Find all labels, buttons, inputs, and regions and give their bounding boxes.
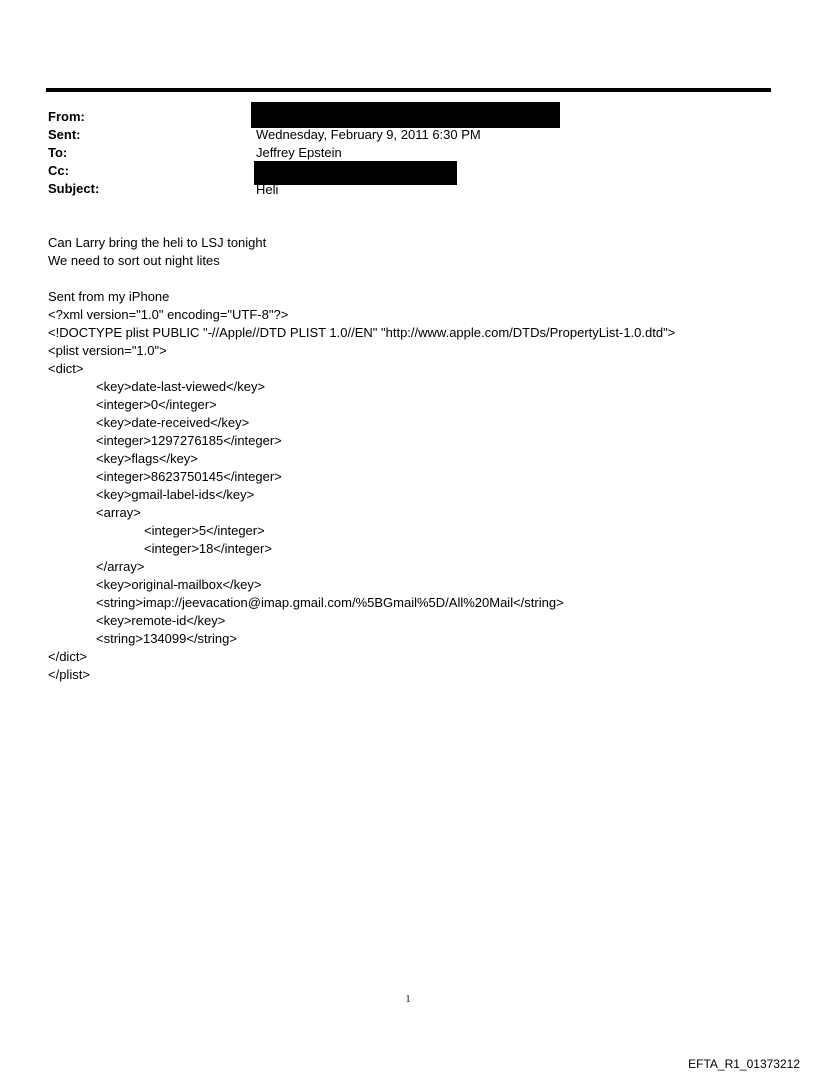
plist-line: <integer>5</integer> — [144, 523, 265, 538]
plist-line: <array> — [96, 505, 141, 520]
plist-line: <integer>0</integer> — [96, 397, 217, 412]
body-line-1: Can Larry bring the heli to LSJ tonight — [48, 235, 267, 250]
plist-line: <key>gmail-label-ids</key> — [96, 487, 255, 502]
plist-line: </array> — [96, 559, 145, 574]
signature: Sent from my iPhone — [48, 289, 170, 304]
plist-line: <key>date-received</key> — [96, 415, 250, 430]
plist-line: <dict> — [48, 361, 84, 376]
page-number: 1 — [405, 994, 411, 1005]
plist-line: <integer>1297276185</integer> — [96, 433, 282, 448]
cc-redaction — [254, 161, 457, 185]
plist-line: <key>flags</key> — [96, 451, 198, 466]
from-label: From: — [48, 109, 85, 124]
plist-line: <string>134099</string> — [96, 631, 237, 646]
from-redaction — [251, 102, 560, 128]
plist-line: <?xml version="1.0" encoding="UTF-8"?> — [48, 307, 289, 322]
subject-label: Subject: — [48, 181, 100, 196]
plist-line: <key>date-last-viewed</key> — [96, 379, 266, 394]
sent-label: Sent: — [48, 127, 81, 142]
sent-value: Wednesday, February 9, 2011 6:30 PM — [256, 127, 481, 142]
plist-line: <string>imap://jeevacation@imap.gmail.com/%5BGmail%5D/All%20Mail</string> — [96, 595, 564, 610]
plist-line: <key>remote-id</key> — [96, 613, 226, 628]
top-rule — [46, 88, 771, 92]
plist-line: <plist version="1.0"> — [48, 343, 167, 358]
plist-line: </dict> — [48, 649, 88, 664]
subject-value: Heli — [256, 182, 279, 197]
to-label: To: — [48, 145, 68, 160]
document-id: EFTA_R1_01373212 — [688, 1057, 800, 1071]
plist-line: </plist> — [48, 667, 90, 682]
cc-label: Cc: — [48, 163, 69, 178]
plist-line: <!DOCTYPE plist PUBLIC "-//Apple//DTD PLIST 1.0//EN" "http://www.apple.com/DTDs/PropertyList-1.0.dtd"> — [48, 325, 676, 340]
plist-line: <integer>8623750145</integer> — [96, 469, 282, 484]
plist-block — [48, 306, 675, 684]
plist-line: <key>original-mailbox</key> — [96, 577, 262, 592]
to-value: Jeffrey Epstein — [256, 145, 342, 160]
plist-line: <integer>18</integer> — [144, 541, 272, 556]
body-line-2: We need to sort out night lites — [48, 253, 220, 268]
